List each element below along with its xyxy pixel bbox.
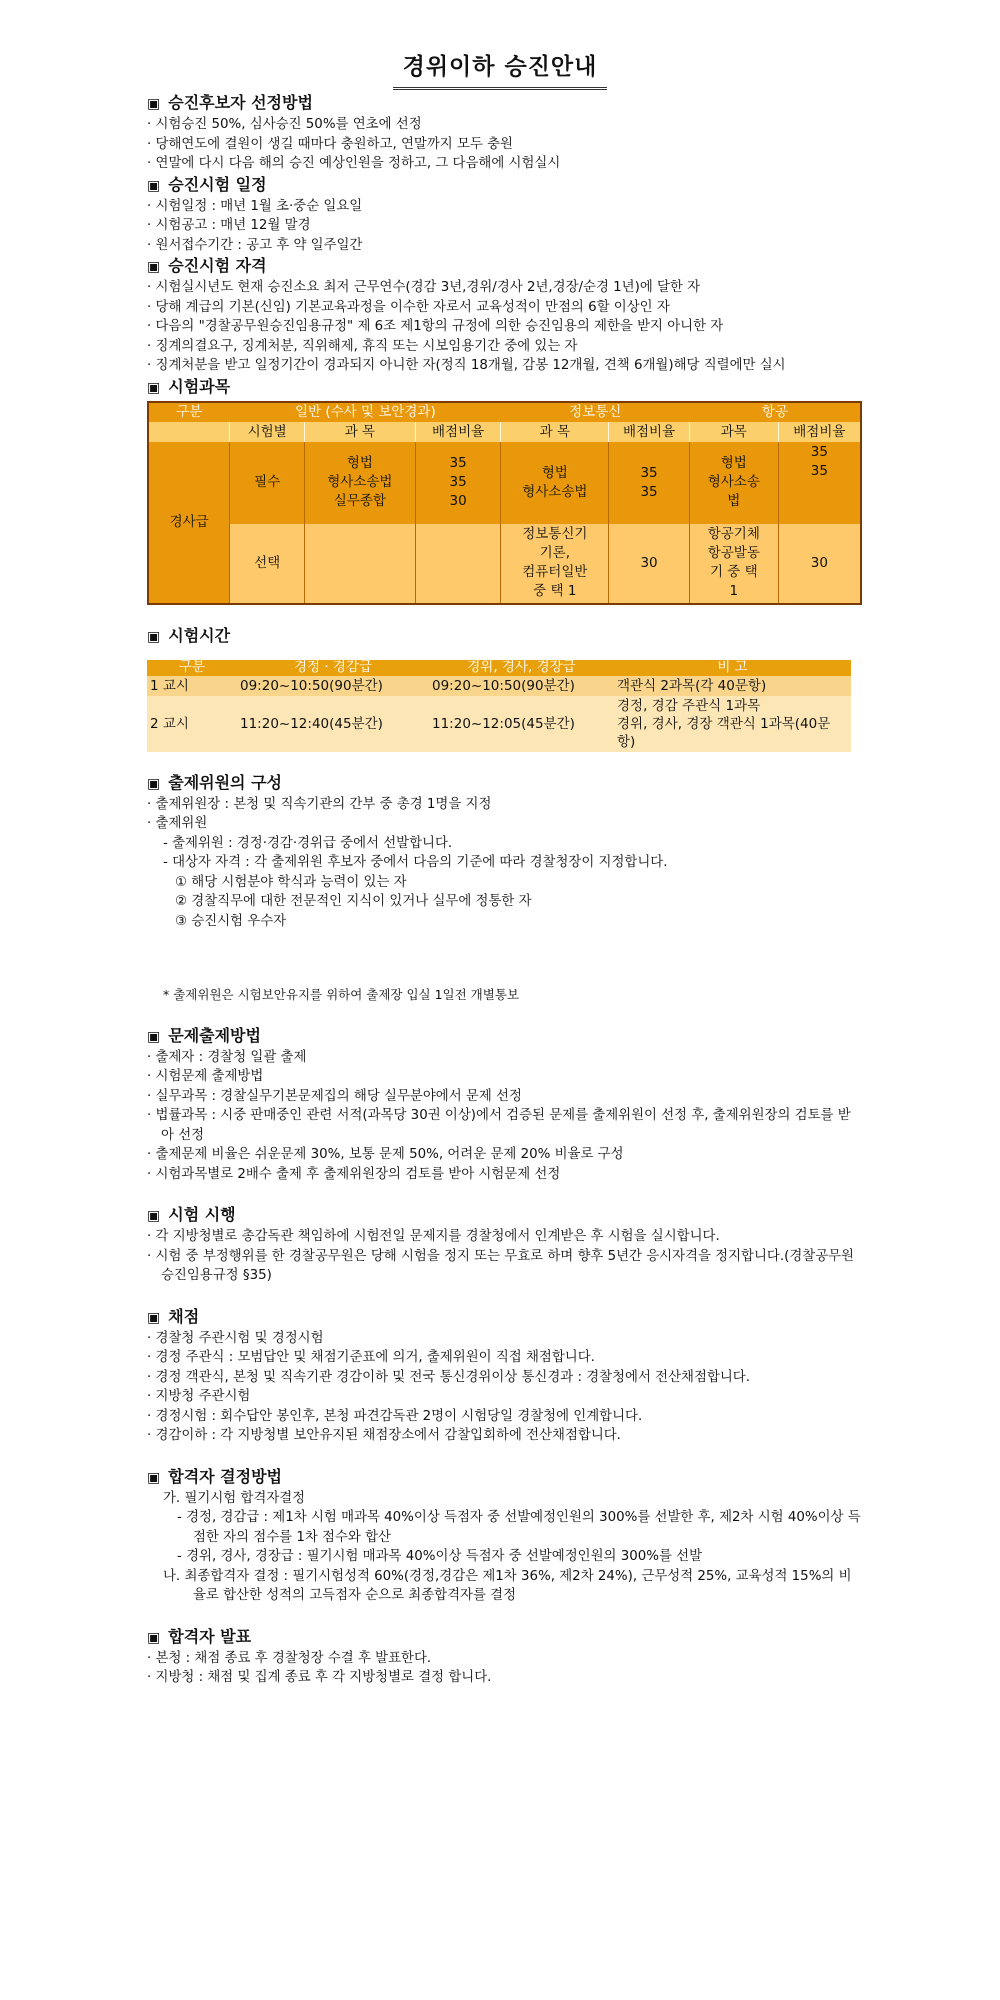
table-cell: 1 교시 xyxy=(147,676,237,696)
table-row xyxy=(148,442,861,524)
list-item: · 출제위원장 : 본청 및 직속기관의 간부 중 총경 1명을 지정 xyxy=(147,796,492,812)
section-heading-question-method: ▣ 문제출제방법 xyxy=(147,1025,261,1045)
table-cell: 30 xyxy=(609,524,690,604)
list-item: · 경정 주관식 : 모범답안 및 채점기준표에 의거, 출제위원이 직접 채점합니다. xyxy=(147,1350,595,1365)
table-header: 시험별 xyxy=(230,422,305,442)
page-title: 경위이하 승진안내 xyxy=(393,48,608,90)
table-header-row xyxy=(147,660,851,676)
table-cell: 객관식 2과목(각 40문항) xyxy=(614,676,851,696)
list-item: ③ 승진시험 우수자 xyxy=(175,913,287,929)
table-header: 배점비율 xyxy=(415,422,501,442)
list-item: · 실무과목 : 경찰실무기본문제집의 해당 실무분야에서 문제 선정 xyxy=(147,1088,522,1104)
list-item: · 시험문제 출제방법 xyxy=(147,1069,264,1084)
table-cell xyxy=(415,524,501,604)
list-item: · 지방청 : 채점 및 집계 종료 후 각 지방청별로 결정 합니다. xyxy=(147,1670,492,1685)
section-heading-exam-time: ▣ 시험시간 xyxy=(147,625,231,645)
table-header: 경위, 경사, 경장급 xyxy=(429,660,614,676)
list-item: · 시험 중 부정행위를 한 경찰공무원은 당해 시험을 정지 또는 무효로 하며 향후 5년간 응시자격을 정지합니다.(경찰공무원승진임용규정 §35) xyxy=(147,1248,854,1283)
exam-time-table xyxy=(147,660,851,752)
section-heading-qualification: ▣ 승진시험 자격 xyxy=(147,256,267,275)
square-bullet-icon: ▣ xyxy=(147,96,161,112)
list-item: 가. 필기시험 합격자결정 xyxy=(163,1490,306,1506)
table-row xyxy=(147,696,851,752)
table-subheader-row xyxy=(148,422,861,442)
list-item: · 연말에 다시 다음 해의 승진 예상인원을 정하고, 그 다음해에 시험실시 xyxy=(147,156,561,171)
footnote: * 출제위원은 시험보안유지를 위하여 출제장 입실 1일전 개별통보 xyxy=(163,987,519,1002)
square-bullet-icon: ▣ xyxy=(147,628,161,645)
list-item: · 다음의 "경찰공무원승진임용규정" 제 6조 제1항의 규정에 의한 승진임용의 제한을 받지 아니한 자 xyxy=(147,319,724,334)
table-header: 배점비율 xyxy=(609,422,690,442)
list-item: · 출제문제 비율은 쉬운문제 30%, 보통 문제 50%, 어려운 문제 20% 비율로 구성 xyxy=(147,1147,624,1162)
section-heading-exam-conduct: ▣ 시험 시행 xyxy=(147,1205,236,1224)
table-cell: 2 교시 xyxy=(147,696,237,752)
table-row xyxy=(148,524,861,604)
list-item: · 당해 계급의 기본(신임) 기본교육과정을 이수한 자로서 교육성적이 만점의 6할 이상인 자 xyxy=(147,299,670,315)
square-bullet-icon: ▣ xyxy=(147,775,161,792)
table-header: 과목 xyxy=(689,422,778,442)
list-item: · 원서접수기간 : 공고 후 약 일주일간 xyxy=(147,237,363,253)
square-bullet-icon: ▣ xyxy=(147,1028,161,1045)
list-item: · 경정 객관식, 본청 및 직속기관 경감이하 및 전국 통신경위이상 통신경과 : 경찰청에서 전산채점합니다. xyxy=(147,1369,750,1385)
table-cell: 35 35 xyxy=(609,442,690,524)
table-header: 과 목 xyxy=(501,422,609,442)
table-header: 경정 · 경감급 xyxy=(237,660,429,676)
list-item: · 법률과목 : 시중 판매중인 관련 서적(과목당 30권 이상)에서 검증된 문제를 출제위원이 선정 후, 출제위원장의 검토를 받아 선정 xyxy=(147,1108,851,1143)
list-item: · 징계의결요구, 징계처분, 직위해제, 휴직 또는 시보임용기간 중에 있는 자 xyxy=(147,338,578,354)
table-cell: 경정, 경감 주관식 1과목 경위, 경사, 경장 객관식 1과목(40문항) xyxy=(614,696,851,752)
table-cell: 형법 형사소송법 xyxy=(501,442,609,524)
table-cell: 형법 형사소송법 실무종합 xyxy=(305,442,416,524)
title-wrap xyxy=(0,48,1000,90)
section-heading-committee: ▣ 출제위원의 구성 xyxy=(147,772,282,792)
table-cell: 09:20~10:50(90분간) xyxy=(429,676,614,696)
list-item: · 본청 : 채점 종료 후 경찰청장 수결 후 발표한다. xyxy=(147,1650,432,1666)
table-cell: 필수 xyxy=(230,442,305,524)
table-cell: 정보통신기 기론, 컴퓨터일반 중 택 1 xyxy=(501,524,609,604)
square-bullet-icon: ▣ xyxy=(147,1309,161,1326)
table-header: 항공 xyxy=(689,402,861,422)
section-heading-exam-schedule: ▣ 승진시험 일정 xyxy=(147,174,267,194)
list-item: - 경위, 경사, 경장급 : 필기시험 매과목 40%이상 득점자 중 선발예정인원의 300%를 선발 xyxy=(177,1549,703,1564)
table-header-row xyxy=(148,402,861,422)
list-item: - 대상자 자격 : 각 출제위원 후보자 중에서 다음의 기준에 따라 경찰청장이 지정합니다. xyxy=(163,855,668,870)
table-header: 구분 xyxy=(147,660,237,676)
table-header: 배점비율 xyxy=(778,422,861,442)
list-item: ① 해당 시험분야 학식과 능력이 있는 자 xyxy=(175,874,407,890)
list-item: · 시험실시년도 현재 승진소요 최저 근무연수(경감 3년,경위/경사 2년,경장/순경 1년)에 달한 자 xyxy=(147,280,701,295)
table-row xyxy=(147,676,851,696)
section-heading-grading: ▣ 채점 xyxy=(147,1306,200,1326)
table-header: 구분 xyxy=(148,402,230,422)
table-cell: 35 35 xyxy=(778,442,861,524)
list-item: · 출제자 : 경찰청 일괄 출제 xyxy=(147,1049,307,1065)
table-cell: 항공기체 항공발동 기 중 택 1 xyxy=(689,524,778,604)
list-item: - 출제위원 : 경정·경감·경위급 중에서 선발합니다. xyxy=(163,835,453,851)
subjects-table xyxy=(147,401,862,605)
square-bullet-icon: ▣ xyxy=(147,1629,161,1646)
table-header: 일반 (수사 및 보안경과) xyxy=(230,402,501,422)
square-bullet-icon: ▣ xyxy=(147,177,161,194)
table-cell: 09:20~10:50(90분간) xyxy=(237,676,429,696)
list-item: · 시험공고 : 매년 12월 말경 xyxy=(147,218,311,233)
table-header: 비 고 xyxy=(614,660,851,676)
list-item: · 시험과목별로 2배수 출제 후 출제위원장의 검토를 받아 시험문제 선정 xyxy=(147,1166,561,1182)
table-cell: 선택 xyxy=(230,524,305,604)
section-heading-exam-subjects: ▣ 시험과목 xyxy=(147,376,231,396)
section-heading-pass-decision: ▣ 합격자 결정방법 xyxy=(147,1466,282,1486)
list-item: - 경정, 경감급 : 제1차 시험 매과목 40%이상 득점자 중 선발예정인원의 300%를 선발한 후, 제2차 시험 40%이상 득점한 자의 점수를 1차 점수와 합산 xyxy=(177,1510,861,1545)
list-item: · 경정시험 : 회수답안 봉인후, 본청 파견감독관 2명이 시험당일 경찰청에 인계합니다. xyxy=(147,1408,643,1424)
list-item: · 징계처분을 받고 일정기간이 경과되지 아니한 자(정직 18개월, 감봉 12개월, 견책 6개월)해당 직렬에만 실시 xyxy=(147,358,786,373)
table-header: 과 목 xyxy=(305,422,416,442)
section-heading-announcement: ▣ 합격자 발표 xyxy=(147,1626,252,1646)
table-cell: 경사급 xyxy=(148,442,230,604)
list-item: · 경감이하 : 각 지방청별 보안유지된 채점장소에서 감찰입회하에 전산채점합니다. xyxy=(147,1428,621,1443)
list-item: · 시험승진 50%, 심사승진 50%를 연초에 선정 xyxy=(147,117,422,132)
list-item: · 지방청 주관시험 xyxy=(147,1389,251,1404)
square-bullet-icon: ▣ xyxy=(147,1208,161,1224)
table-cell xyxy=(305,524,416,604)
document-body xyxy=(147,92,862,1688)
list-item: 나. 최종합격자 결정 : 필기시험성적 60%(경정,경감은 제1차 36%, 제2차 24%), 근무성적 25%, 교육성적 15%의 비율로 합산한 성적의 고득점자 순으로 최종합격자를 결정 xyxy=(163,1568,852,1603)
list-item: ② 경찰직무에 대한 전문적인 지식이 있거나 실무에 정통한 자 xyxy=(175,894,532,909)
table-cell: 11:20~12:05(45분간) xyxy=(429,696,614,752)
table-cell: 11:20~12:40(45분간) xyxy=(237,696,429,752)
square-bullet-icon: ▣ xyxy=(147,1469,161,1486)
square-bullet-icon: ▣ xyxy=(147,379,161,396)
table-cell: 30 xyxy=(778,524,861,604)
table-cell: 35 35 30 xyxy=(415,442,501,524)
table-cell xyxy=(148,422,230,442)
square-bullet-icon: ▣ xyxy=(147,259,161,275)
list-item: · 시험일정 : 매년 1월 초·중순 일요일 xyxy=(147,198,363,214)
list-item: · 출제위원 xyxy=(147,816,208,831)
section-heading-candidate-selection: ▣ 승진후보자 선정방법 xyxy=(147,93,313,112)
list-item: · 당해연도에 결원이 생길 때마다 충원하고, 연말까지 모두 충원 xyxy=(147,136,513,152)
list-item: · 경찰청 주관시험 및 경정시험 xyxy=(147,1330,324,1346)
table-cell: 형법 형사소송 법 xyxy=(689,442,778,524)
list-item: · 각 지방청별로 총감독관 책임하에 시험전일 문제지를 경찰청에서 인계받은 후 시험을 실시합니다. xyxy=(147,1229,720,1244)
table-header: 정보통신 xyxy=(501,402,689,422)
